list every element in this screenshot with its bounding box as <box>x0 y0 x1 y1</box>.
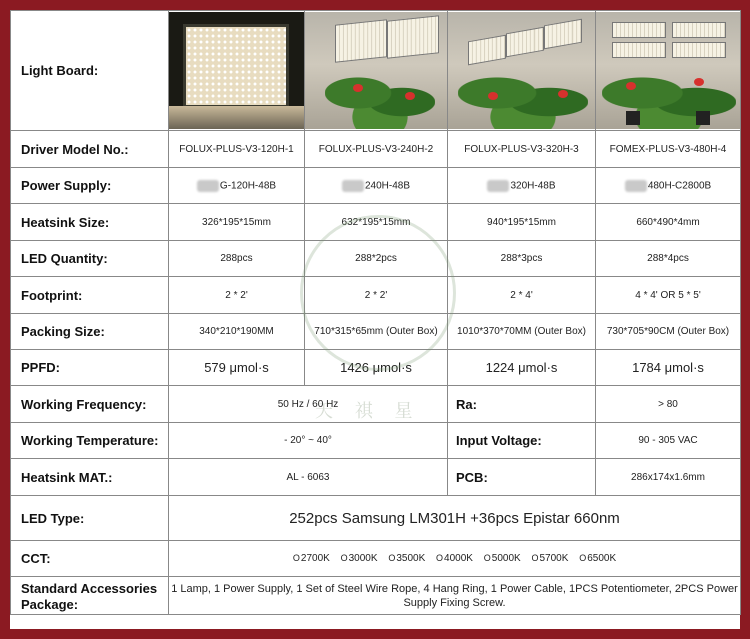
heatsink-size-4: 660*490*4mm <box>596 204 741 241</box>
power-supply-4: 480H-C2800B <box>596 168 741 204</box>
driver-model-row <box>11 131 741 168</box>
led-quantity-4: 288*4pcs <box>596 241 741 277</box>
working-temperature-value: - 20° ~ 40° <box>169 423 448 459</box>
driver-model-4: FOMEX-PLUS-V3-480H-4 <box>596 131 741 168</box>
cct-option-7: O6500K <box>579 553 617 564</box>
cct-option-6: O5700K <box>531 553 569 564</box>
power-supply-row <box>11 168 741 204</box>
led-quantity-row <box>11 241 741 277</box>
cct-row <box>11 541 741 577</box>
ra-label: Ra: <box>448 386 596 423</box>
light-board-label: Light Board: <box>11 11 169 131</box>
heatsink-size-row <box>11 204 741 241</box>
ppfd-2: 1426 μmol·s <box>305 350 448 386</box>
led-type-label: LED Type: <box>11 496 169 541</box>
led-quantity-label: LED Quantity: <box>11 241 169 277</box>
packing-size-3: 1010*370*70MM (Outer Box) <box>448 314 596 350</box>
heatsink-size-2: 632*195*15mm <box>305 204 448 241</box>
heatsink-mat-value: AL - 6063 <box>169 459 448 496</box>
footprint-2: 2 * 2' <box>305 277 448 314</box>
footprint-1: 2 * 2' <box>169 277 305 314</box>
working-frequency-label: Working Frequency: <box>11 386 169 423</box>
cct-options <box>169 541 741 577</box>
ppfd-4: 1784 μmol·s <box>596 350 741 386</box>
cct-option-2: O3000K <box>340 553 378 564</box>
pcb-label: PCB: <box>448 459 596 496</box>
accessories-value: 1 Lamp, 1 Power Supply, 1 Set of Steel Wire Rope, 4 Hang Ring, 1 Power Cable, 1PCS Potentiometer, 2PCS Power Supply Fixing Screw. <box>169 577 741 615</box>
power-supply-label: Power Supply: <box>11 168 169 204</box>
temperature-voltage-row <box>11 423 741 459</box>
driver-model-3: FOLUX-PLUS-V3-320H-3 <box>448 131 596 168</box>
packing-size-row <box>11 314 741 350</box>
power-supply-3: 320H-48B <box>448 168 596 204</box>
light-board-image-1 <box>169 11 305 131</box>
light-board-image-3 <box>448 11 596 131</box>
ra-value: > 80 <box>596 386 741 423</box>
input-voltage-label: Input Voltage: <box>448 423 596 459</box>
led-quantity-3: 288*3pcs <box>448 241 596 277</box>
driver-model-2: FOLUX-PLUS-V3-240H-2 <box>305 131 448 168</box>
led-quantity-1: 288pcs <box>169 241 305 277</box>
light-board-image-4 <box>596 11 741 131</box>
heatsink-mat-pcb-row <box>11 459 741 496</box>
footprint-label: Footprint: <box>11 277 169 314</box>
footprint-row <box>11 277 741 314</box>
cct-option-4: O4000K <box>436 553 473 564</box>
led-type-row <box>11 496 741 541</box>
working-temperature-label: Working Temperature: <box>11 423 169 459</box>
heatsink-size-3: 940*195*15mm <box>448 204 596 241</box>
pcb-value: 286x174x1.6mm <box>596 459 741 496</box>
ppfd-1: 579 μmol·s <box>169 350 305 386</box>
heatsink-size-label: Heatsink Size: <box>11 204 169 241</box>
working-frequency-value: 50 Hz / 60 Hz <box>169 386 448 423</box>
heatsink-size-1: 326*195*15mm <box>169 204 305 241</box>
ppfd-row <box>11 350 741 386</box>
led-quantity-2: 288*2pcs <box>305 241 448 277</box>
accessories-row <box>11 577 741 615</box>
cct-option-5: O5000K <box>483 553 521 564</box>
driver-model-label: Driver Model No.: <box>11 131 169 168</box>
packing-size-4: 730*705*90CM (Outer Box) <box>596 314 741 350</box>
packing-size-1: 340*210*190MM <box>169 314 305 350</box>
packing-size-2: 710*315*65mm (Outer Box) <box>305 314 448 350</box>
watermark-text: 天 祺 星 <box>315 401 421 422</box>
accessories-label: Standard Accessories Package: <box>11 577 169 615</box>
footprint-3: 2 * 4' <box>448 277 596 314</box>
ppfd-3: 1224 μmol·s <box>448 350 596 386</box>
ppfd-label: PPFD: <box>11 350 169 386</box>
power-supply-1: G-120H-48B <box>169 168 305 204</box>
frequency-ra-row <box>11 386 741 423</box>
packing-size-label: Packing Size: <box>11 314 169 350</box>
input-voltage-value: 90 - 305 VAC <box>596 423 741 459</box>
cct-option-1: O2700K <box>292 553 330 564</box>
spec-table <box>10 10 741 615</box>
led-type-value: 252pcs Samsung LM301H +36pcs Epistar 660nm <box>169 496 741 541</box>
driver-model-1: FOLUX-PLUS-V3-120H-1 <box>169 131 305 168</box>
cct-label: CCT: <box>11 541 169 577</box>
heatsink-mat-label: Heatsink MAT.: <box>11 459 169 496</box>
footprint-4: 4 * 4' OR 5 * 5' <box>596 277 741 314</box>
cct-option-3: O3500K <box>388 553 426 564</box>
light-board-image-2 <box>305 11 448 131</box>
power-supply-2: 240H-48B <box>305 168 448 204</box>
light-board-row <box>11 11 741 131</box>
